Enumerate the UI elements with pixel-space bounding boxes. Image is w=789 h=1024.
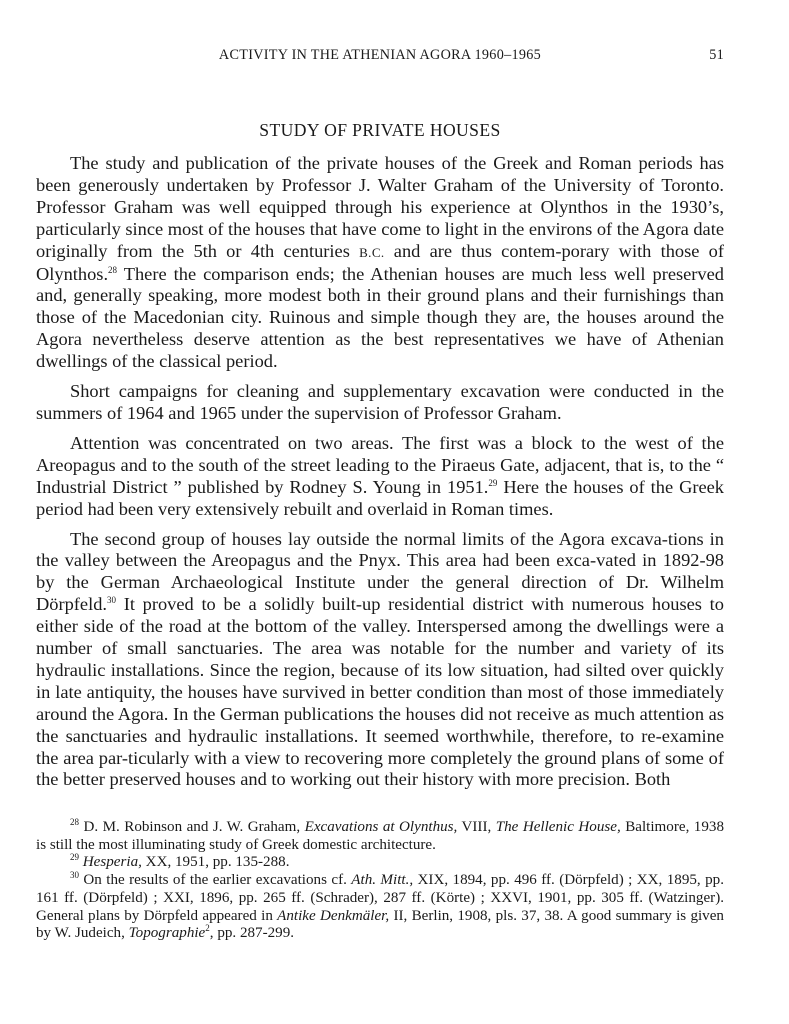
footnote-28 xyxy=(36,816,724,854)
paragraph-1-text-b: and are thus contem-porary with those of Olynthos. xyxy=(36,240,724,284)
section-title: STUDY OF PRIVATE HOUSES xyxy=(259,120,501,140)
footnote-30-text-b: XIX, 1894, pp. 496 ff. (Dörpfeld) ; XX, 1895, pp. 161 ff. (Dörpfeld) ; XXI, 1896, pp. 265 ff. (Schrader), 287 ff. (Körte) ; XXVI, 1901, pp. 305 ff. (Watzinger). General plans by Dörpfeld appeared in xyxy=(36,872,724,924)
footnote-ref-28: 28 xyxy=(108,264,118,275)
era-abbreviation: B.C. xyxy=(359,244,385,260)
footnote-29-text: XX, 1951, pp. 135-288. xyxy=(141,854,290,871)
running-header xyxy=(36,47,724,67)
footnotes xyxy=(36,816,724,943)
body-text xyxy=(36,153,724,799)
paragraph-4-text-b: It proved to be a solidly built-up residential district with numerous houses to either side of the road at the bottom of the valley. Interspersed among the dwellings were a number of small sanctuaries. The area was notable for the number and variety of its hydraulic installations. Since the region, because of its low situation, had silted over quickly in late antiquity, the houses have survived in better condition than most of those immediately around the Agora. In the German publications the houses did not receive as much attention as the sanctuaries and hydraulic installations. It seemed worthwhile, therefore, to re-examine the area par-ticularly with a view to recovering more completely the ground plans of some of the better preserved houses and to working out their history with more precision. Both xyxy=(36,594,724,790)
footnote-29-title: Hesperia, xyxy=(82,854,142,871)
footnote-30-title-2: Antike Denkmäler, xyxy=(277,907,390,924)
paragraph-4 xyxy=(36,529,724,792)
footnote-29-number: 29 xyxy=(70,852,79,863)
footnote-30-edition: 2 xyxy=(205,923,210,934)
footnote-28-title-2: The Hellenic House, xyxy=(495,819,621,835)
footnote-28-title-1: Excavations at Olynthus, xyxy=(304,819,458,835)
paragraph-1 xyxy=(36,153,724,373)
footnote-30-number: 30 xyxy=(70,870,79,881)
footnote-29 xyxy=(36,854,724,872)
footnote-ref-30: 30 xyxy=(107,595,116,606)
paragraph-3-text-a: Attention was concentrated on two areas. The first was a block to the west of the Areopagus and to the south of the street leading to the Piraeus Gate, adjacent, that is, to the “ Industrial District ” published by Rodney S. Young in 1951. xyxy=(36,432,724,497)
footnote-30-text-d: , pp. 287-299. xyxy=(209,925,295,942)
footnote-30-title-1: Ath. Mitt., xyxy=(351,872,414,889)
running-title: ACTIVITY IN THE ATHENIAN AGORA 1960–1965 xyxy=(218,47,542,63)
footnote-30-text-a: On the results of the earlier excavations cf. xyxy=(79,872,352,889)
paragraph-4-text-a: The second group of houses lay outside the normal limits of the Agora excava-tions in the valley between the Areopagus and the Pnyx. This area had been exca-vated in 1892-98 by the German Archaeological Institute under the general direction of Dr. Wilhelm Dörpfeld. xyxy=(36,528,724,615)
paragraph-1-text-a: The study and publication of the private houses of the Greek and Roman periods has been generously undertaken by Professor J. Walter Graham of the University of Toronto. Professor Graham was well equipped through his experience at Olynthos in the 1930’s, particularly since most of the houses that have come to light in the environs of the Agora date originally from the 5th or 4th centuries xyxy=(36,153,724,261)
footnote-30-text-c: II, Berlin, 1908, pls. 37, 38. A good summary is given by W. Judeich, xyxy=(36,907,724,942)
footnote-28-number: 28 xyxy=(70,816,79,827)
footnote-30-title-3: Topographie xyxy=(128,925,206,942)
page-number: 51 xyxy=(709,47,724,63)
footnote-28-text-c: Baltimore, 1938 is still the most illuminating study of Greek domestic architecture. xyxy=(36,819,724,853)
footnote-ref-29: 29 xyxy=(488,477,498,488)
paragraph-1-text-c: There the comparison ends; the Athenian houses are much less well preserved and, generally speaking, more modest both in their ground plans and their furnishings than those of the Macedonian city. Ruinous and simple though they are, the houses around the Agora nevertheless deserve attention as the best representatives we have of Athenian dwellings of the classical period. xyxy=(36,263,724,372)
paragraph-3-text-b: Here the houses of the Greek period had been very extensively rebuilt and overlaid in Roman times. xyxy=(36,476,724,519)
footnote-28-text-a: D. M. Robinson and J. W. Graham, xyxy=(79,819,305,835)
footnote-28-text-b: VIII, xyxy=(457,819,496,835)
footnote-30 xyxy=(36,872,724,943)
paragraph-2: Short campaigns for cleaning and supplementary excavation were conducted in the summers of 1964 and 1965 under the supervision of Professor Graham. xyxy=(36,381,724,423)
paragraph-3 xyxy=(36,433,724,521)
